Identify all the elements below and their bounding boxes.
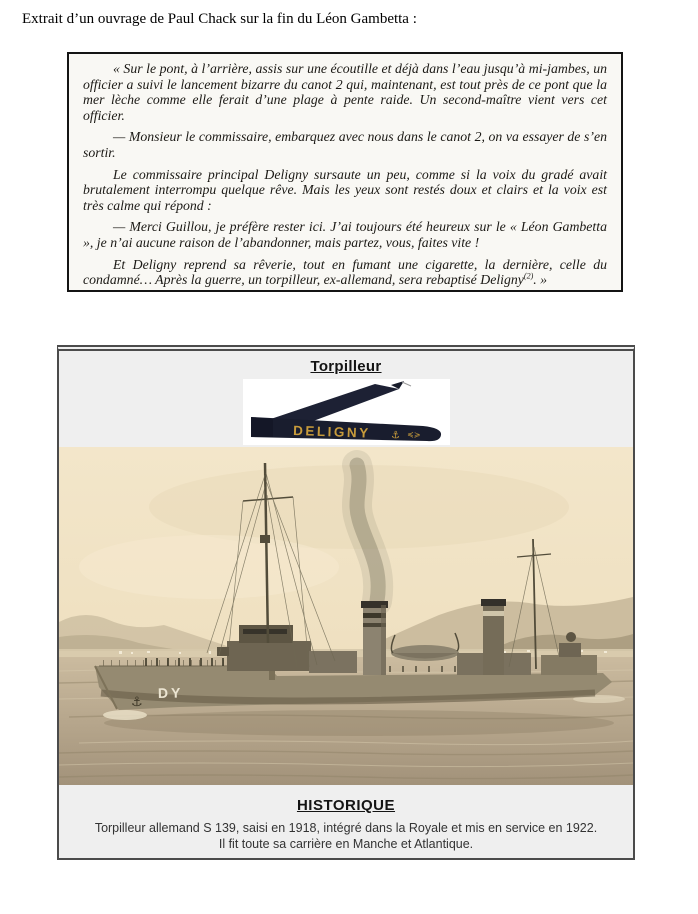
caption-line-1: Torpilleur allemand S 139, saisi en 1918, intégré dans la Royale et mis en service en 1922.	[94, 821, 598, 835]
cap-tally-graphic	[243, 379, 450, 445]
caption-line-2: Il fit toute sa carrière en Manche et Atlantique.	[218, 837, 474, 851]
ribbon-fold-shadow	[251, 417, 273, 437]
panel-heading-torpilleur-label: Torpilleur	[310, 358, 382, 375]
excerpt-box	[67, 52, 623, 292]
bridge-block	[227, 641, 311, 671]
excerpt-paragraph-5-text: Et Deligny reprend sa rêverie, tout en fumant une cigarette, la dernière, celle du condamné… Après la guerre, un torpilleur, ex-allemand, sera rebaptisé Deligny	[83, 256, 607, 288]
searchlight	[566, 632, 576, 642]
anchor-emblem-flourish-icon: ≼≽	[406, 430, 421, 440]
ship-reflection	[104, 710, 614, 736]
bow-foam	[103, 710, 147, 720]
ship-photo	[59, 447, 633, 785]
excerpt-paragraph-1: « Sur le pont, à l’arrière, assis sur une écoutille et déjà dans l’eau jusqu’à mi-jambes, un officier a suivi le lancement bizarre du canot 2 qui, maintenant, est tout près de ce pont que la mer lèche comme elle ferait d’une plage à pente raide. Un second-maître vient vers cet officier.	[83, 61, 607, 123]
funnel-2-cap	[481, 599, 506, 606]
excerpt-paragraph-4: — Merci Guillou, je préfère rester ici. J’ai toujours été heureux sur le « Léon Gambetta », je n’ai aucune raison de l’abandonner, mais partez, vous, faites vite !	[83, 219, 607, 250]
funnel-2-band	[483, 611, 504, 616]
bridge-windows	[243, 629, 287, 634]
anchor-emblem-icon: ⚓	[390, 430, 403, 442]
ribbon-ship-name: DELIGNY	[292, 423, 371, 441]
hull-marking-text: DY	[157, 684, 184, 701]
aft-deckhouse	[541, 655, 597, 675]
photo-caption	[59, 820, 633, 852]
aft-cabin	[559, 643, 581, 657]
footnote-ref: (2)	[523, 271, 534, 281]
panel-heading-historique	[59, 797, 633, 814]
ship-photo-graphic	[59, 447, 633, 785]
excerpt-paragraph-3: Le commissaire principal Deligny sursaute un peu, comme si la voix du gradé avait brutalement interrompu quelque rêve. Mais les yeux sont restés doux et clairs et la voix est très calme qui répond :	[83, 166, 607, 213]
panel-heading-torpilleur	[59, 358, 633, 375]
sky-haze-2	[79, 535, 339, 599]
excerpt-paragraph-5-end: . »	[533, 272, 548, 288]
crows-nest	[260, 535, 270, 543]
panel-heading-historique-label: HISTORIQUE	[296, 797, 396, 814]
page-title: Extrait d’un ouvrage de Paul Chack sur la fin du Léon Gambetta :	[22, 11, 417, 27]
funnel-1-shading	[381, 605, 386, 675]
excerpt-paragraph-2: — Monsieur le commissaire, embarquez avec nous dans le canot 2, on va essayer de s’en sortir.	[83, 129, 607, 160]
excerpt-paragraph-5	[83, 257, 607, 288]
cap-tally-image	[243, 379, 450, 445]
torpilleur-panel	[57, 345, 635, 860]
bow-anchor-icon: ⚓	[131, 695, 143, 710]
